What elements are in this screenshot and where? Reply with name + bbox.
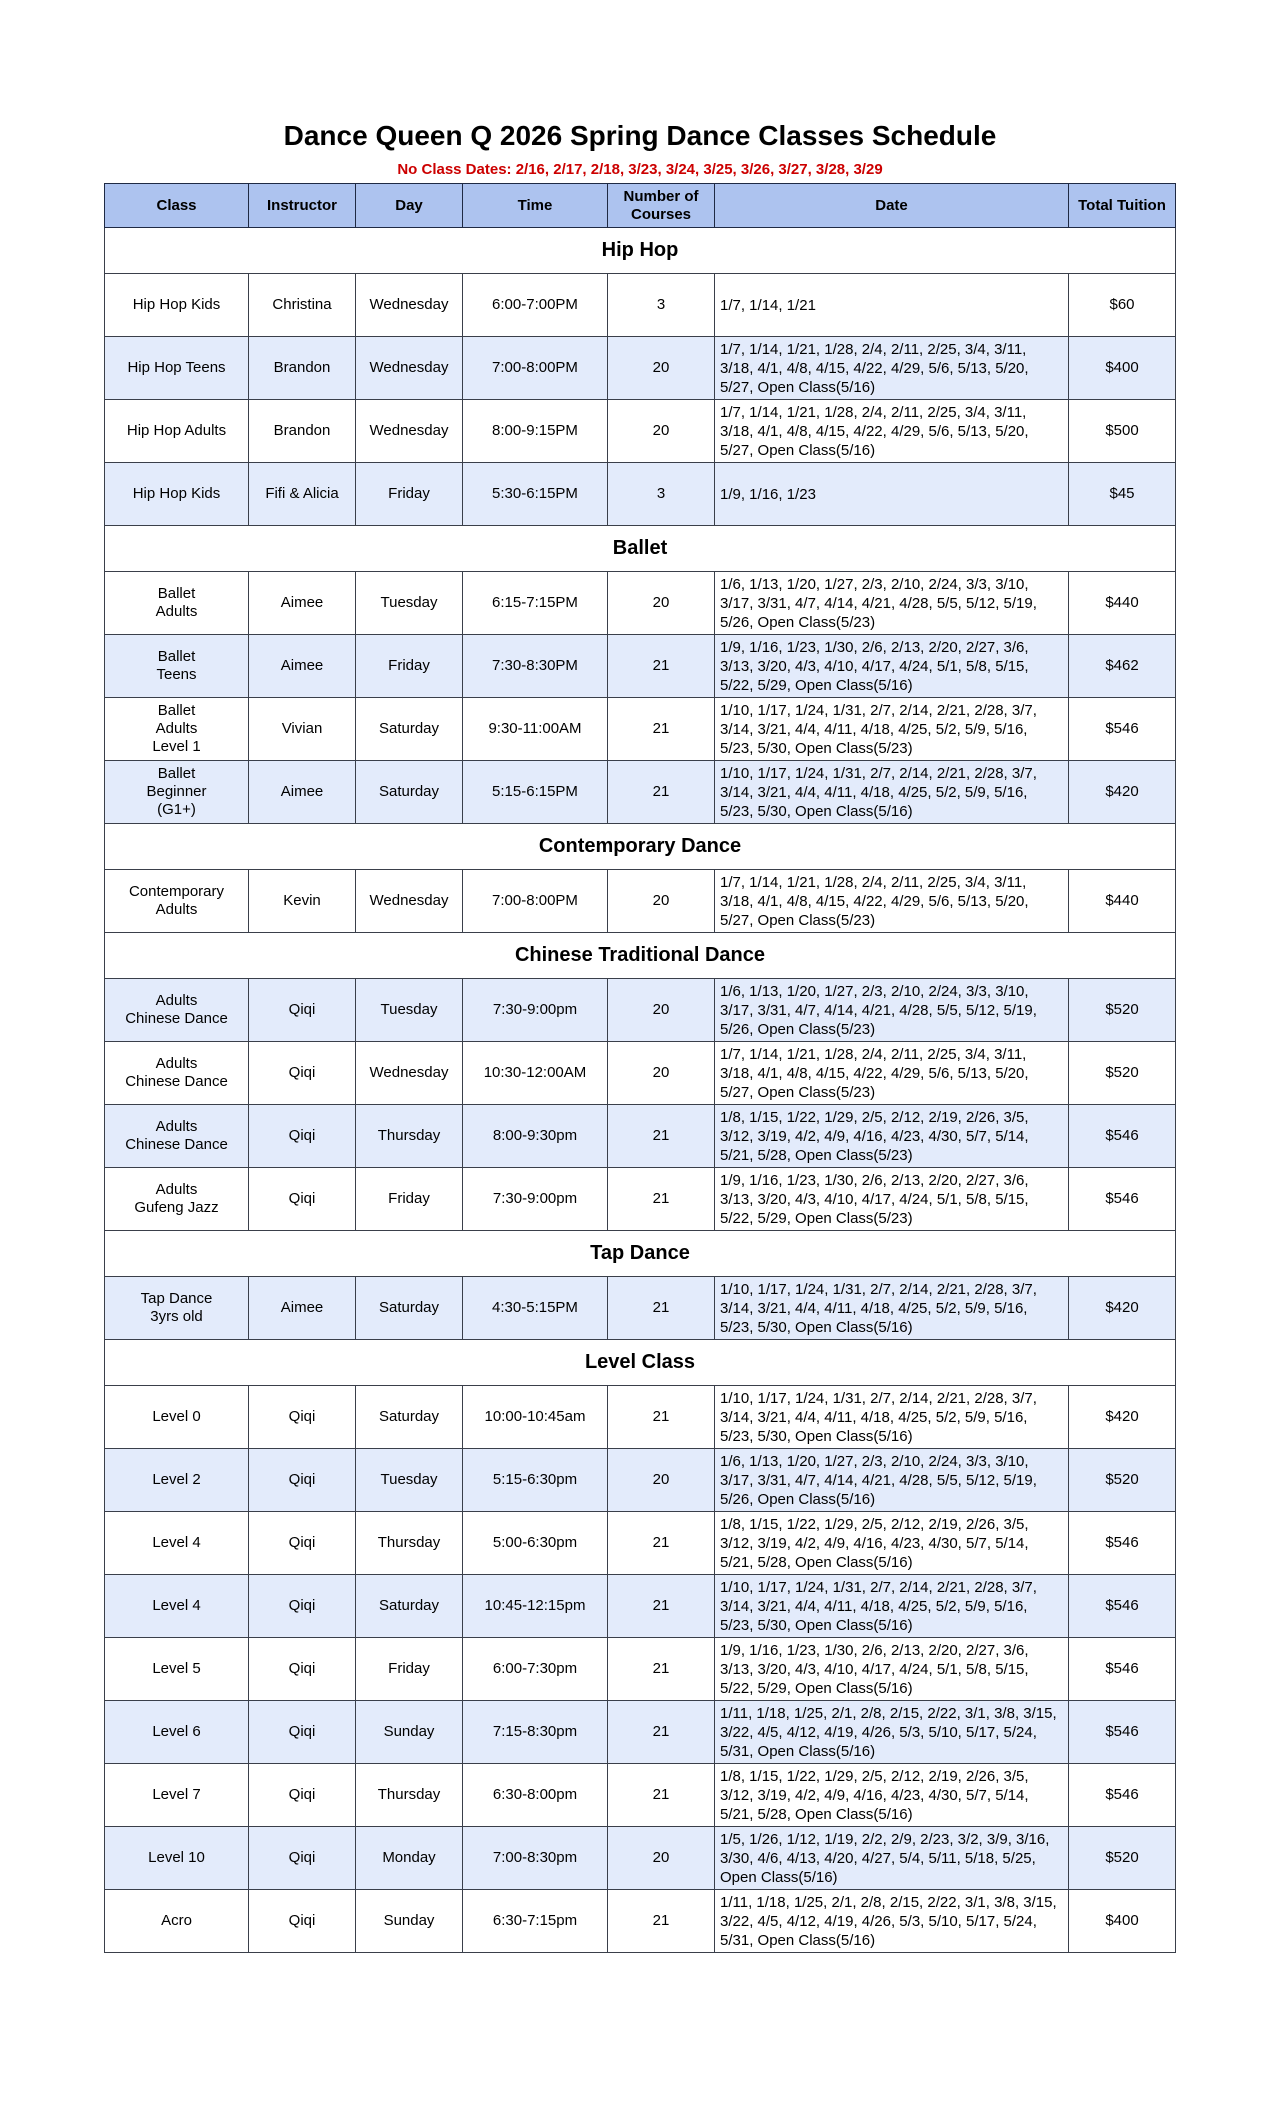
- time-cell: 8:00-9:15PM: [463, 400, 608, 463]
- date-cell: 1/8, 1/15, 1/22, 1/29, 2/5, 2/12, 2/19, 2/26, 3/5, 3/12, 3/19, 4/2, 4/9, 4/16, 4/23, 4/30, 5/7, 5/14, 5/21, 5/28, Open Class(5/23): [715, 1105, 1069, 1168]
- table-row: [105, 979, 1176, 1042]
- section-row: [105, 526, 1176, 572]
- total-tuition-cell: $500: [1069, 400, 1176, 463]
- total-tuition-cell: $546: [1069, 1638, 1176, 1701]
- class-cell: [105, 1701, 249, 1764]
- number-of-courses-cell: 21: [608, 698, 715, 761]
- day-cell: Sunday: [356, 1701, 463, 1764]
- number-of-courses-cell: 21: [608, 1764, 715, 1827]
- number-of-courses-cell: 3: [608, 463, 715, 526]
- date-cell: 1/7, 1/14, 1/21, 1/28, 2/4, 2/11, 2/25, 3/4, 3/11, 3/18, 4/1, 4/8, 4/15, 4/22, 4/29, 5/6, 5/13, 5/20, 5/27, Open Class(5/16): [715, 337, 1069, 400]
- class-name-line: Acro: [161, 1912, 192, 1929]
- total-tuition-cell: $420: [1069, 761, 1176, 824]
- number-of-courses-cell: 21: [608, 1105, 715, 1168]
- date-cell: 1/6, 1/13, 1/20, 1/27, 2/3, 2/10, 2/24, 3/3, 3/10, 3/17, 3/31, 4/7, 4/14, 4/21, 4/28, 5/5, 5/12, 5/19, 5/26, Open Class(5/16): [715, 1449, 1069, 1512]
- day-cell: Friday: [356, 1638, 463, 1701]
- instructor-cell: Aimee: [249, 761, 356, 824]
- table-row: [105, 1512, 1176, 1575]
- date-cell: 1/6, 1/13, 1/20, 1/27, 2/3, 2/10, 2/24, 3/3, 3/10, 3/17, 3/31, 4/7, 4/14, 4/21, 4/28, 5/5, 5/12, 5/19, 5/26, Open Class(5/23): [715, 979, 1069, 1042]
- total-tuition-cell: $546: [1069, 1168, 1176, 1231]
- date-cell: 1/8, 1/15, 1/22, 1/29, 2/5, 2/12, 2/19, 2/26, 3/5, 3/12, 3/19, 4/2, 4/9, 4/16, 4/23, 4/30, 5/7, 5/14, 5/21, 5/28, Open Class(5/16): [715, 1512, 1069, 1575]
- section-title: Tap Dance: [105, 1231, 1176, 1277]
- class-name-line: Hip Hop Teens: [127, 359, 226, 376]
- day-cell: Thursday: [356, 1764, 463, 1827]
- total-tuition-cell: $520: [1069, 1042, 1176, 1105]
- time-cell: 10:00-10:45am: [463, 1386, 608, 1449]
- class-cell: [105, 400, 249, 463]
- day-cell: Thursday: [356, 1105, 463, 1168]
- class-cell: [105, 1386, 249, 1449]
- section-row: [105, 228, 1176, 274]
- class-name-line: Beginner: [146, 783, 207, 800]
- class-name-line: Adults: [155, 992, 198, 1009]
- instructor-cell: Christina: [249, 274, 356, 337]
- class-name-line: Adults: [155, 720, 198, 737]
- class-cell: [105, 1638, 249, 1701]
- section-row: [105, 933, 1176, 979]
- class-name-line: Ballet: [157, 585, 196, 602]
- number-of-courses-cell: 20: [608, 1042, 715, 1105]
- number-of-courses-cell: 20: [608, 1449, 715, 1512]
- total-tuition-cell: $546: [1069, 1575, 1176, 1638]
- number-of-courses-cell: 21: [608, 1890, 715, 1953]
- table-row: [105, 1638, 1176, 1701]
- instructor-cell: Brandon: [249, 400, 356, 463]
- date-cell: 1/10, 1/17, 1/24, 1/31, 2/7, 2/14, 2/21, 2/28, 3/7, 3/14, 3/21, 4/4, 4/11, 4/18, 4/25, 5/2, 5/9, 5/16, 5/23, 5/30, Open Class(5/23): [715, 698, 1069, 761]
- time-cell: 5:00-6:30pm: [463, 1512, 608, 1575]
- time-cell: 5:15-6:15PM: [463, 761, 608, 824]
- instructor-cell: Qiqi: [249, 1386, 356, 1449]
- time-cell: 7:30-9:00pm: [463, 979, 608, 1042]
- day-cell: Monday: [356, 1827, 463, 1890]
- table-row: [105, 572, 1176, 635]
- class-cell: [105, 1277, 249, 1340]
- instructor-cell: Qiqi: [249, 1638, 356, 1701]
- class-cell: [105, 1105, 249, 1168]
- table-row: [105, 1575, 1176, 1638]
- class-name-line: Adults: [155, 603, 198, 620]
- date-cell: 1/11, 1/18, 1/25, 2/1, 2/8, 2/15, 2/22, 3/1, 3/8, 3/15, 3/22, 4/5, 4/12, 4/19, 4/26, 5/3, 5/10, 5/17, 5/24, 5/31, Open Class(5/16): [715, 1701, 1069, 1764]
- section-title: Level Class: [105, 1340, 1176, 1386]
- instructor-cell: Qiqi: [249, 1512, 356, 1575]
- total-tuition-cell: $462: [1069, 635, 1176, 698]
- class-name-line: Teens: [156, 666, 197, 683]
- total-tuition-cell: $520: [1069, 1827, 1176, 1890]
- instructor-cell: Fifi & Alicia: [249, 463, 356, 526]
- time-cell: 7:00-8:30pm: [463, 1827, 608, 1890]
- number-of-courses-cell: 20: [608, 870, 715, 933]
- date-cell: 1/7, 1/14, 1/21, 1/28, 2/4, 2/11, 2/25, 3/4, 3/11, 3/18, 4/1, 4/8, 4/15, 4/22, 4/29, 5/6, 5/13, 5/20, 5/27, Open Class(5/16): [715, 400, 1069, 463]
- class-name-line: Hip Hop Adults: [126, 422, 227, 439]
- total-tuition-cell: $45: [1069, 463, 1176, 526]
- class-name-line: Adults: [155, 901, 198, 918]
- table-row: [105, 337, 1176, 400]
- day-cell: Tuesday: [356, 979, 463, 1042]
- instructor-cell: Qiqi: [249, 1890, 356, 1953]
- day-cell: Tuesday: [356, 572, 463, 635]
- date-cell: 1/9, 1/16, 1/23: [715, 463, 1069, 526]
- class-cell: [105, 1512, 249, 1575]
- class-cell: [105, 1168, 249, 1231]
- class-cell: [105, 1449, 249, 1512]
- date-cell: 1/11, 1/18, 1/25, 2/1, 2/8, 2/15, 2/22, 3/1, 3/8, 3/15, 3/22, 4/5, 4/12, 4/19, 4/26, 5/3, 5/10, 5/17, 5/24, 5/31, Open Class(5/16): [715, 1890, 1069, 1953]
- instructor-cell: Qiqi: [249, 1575, 356, 1638]
- instructor-cell: Aimee: [249, 1277, 356, 1340]
- day-cell: Friday: [356, 1168, 463, 1231]
- total-tuition-cell: $546: [1069, 1512, 1176, 1575]
- number-of-courses-cell: 21: [608, 1701, 715, 1764]
- time-cell: 10:30-12:00AM: [463, 1042, 608, 1105]
- table-row: [105, 1764, 1176, 1827]
- instructor-cell: Qiqi: [249, 1105, 356, 1168]
- number-of-courses-cell: 20: [608, 1827, 715, 1890]
- class-name-line: Level 1: [152, 738, 201, 755]
- section-title: Chinese Traditional Dance: [105, 933, 1176, 979]
- section-row: [105, 1231, 1176, 1277]
- section-title: Ballet: [105, 526, 1176, 572]
- time-cell: 6:30-7:15pm: [463, 1890, 608, 1953]
- table-row: [105, 1277, 1176, 1340]
- total-tuition-cell: $420: [1069, 1386, 1176, 1449]
- document-title: Dance Queen Q 2026 Spring Dance Classes Schedule: [283, 120, 997, 151]
- time-cell: 10:45-12:15pm: [463, 1575, 608, 1638]
- number-of-courses-cell: 21: [608, 761, 715, 824]
- class-name-line: Level 7: [152, 1786, 201, 1803]
- class-name-line: Gufeng Jazz: [134, 1199, 219, 1216]
- date-cell: 1/10, 1/17, 1/24, 1/31, 2/7, 2/14, 2/21, 2/28, 3/7, 3/14, 3/21, 4/4, 4/11, 4/18, 4/25, 5/2, 5/9, 5/16, 5/23, 5/30, Open Class(5/16): [715, 1386, 1069, 1449]
- date-cell: 1/10, 1/17, 1/24, 1/31, 2/7, 2/14, 2/21, 2/28, 3/7, 3/14, 3/21, 4/4, 4/11, 4/18, 4/25, 5/2, 5/9, 5/16, 5/23, 5/30, Open Class(5/16): [715, 1277, 1069, 1340]
- instructor-cell: Qiqi: [249, 1449, 356, 1512]
- class-cell: [105, 1890, 249, 1953]
- section-row: [105, 824, 1176, 870]
- day-cell: Sunday: [356, 1890, 463, 1953]
- table-row: [105, 761, 1176, 824]
- time-cell: 5:30-6:15PM: [463, 463, 608, 526]
- time-cell: 7:00-8:00PM: [463, 337, 608, 400]
- class-cell: [105, 1042, 249, 1105]
- day-cell: Saturday: [356, 1386, 463, 1449]
- number-of-courses-cell: 21: [608, 1277, 715, 1340]
- column-header-total-tuition: Total Tuition: [1069, 184, 1176, 228]
- table-row: [105, 1386, 1176, 1449]
- class-name-line: Adults: [155, 1055, 198, 1072]
- total-tuition-cell: $400: [1069, 337, 1176, 400]
- instructor-cell: Qiqi: [249, 1827, 356, 1890]
- class-cell: [105, 1764, 249, 1827]
- table-row: [105, 1042, 1176, 1105]
- class-name-line: Adults: [155, 1181, 198, 1198]
- class-cell: [105, 463, 249, 526]
- instructor-cell: Qiqi: [249, 979, 356, 1042]
- day-cell: Wednesday: [356, 400, 463, 463]
- total-tuition-cell: $440: [1069, 870, 1176, 933]
- day-cell: Saturday: [356, 698, 463, 761]
- time-cell: 8:00-9:30pm: [463, 1105, 608, 1168]
- instructor-cell: Brandon: [249, 337, 356, 400]
- class-cell: [105, 337, 249, 400]
- day-cell: Friday: [356, 635, 463, 698]
- day-cell: Friday: [356, 463, 463, 526]
- day-cell: Wednesday: [356, 870, 463, 933]
- date-cell: 1/7, 1/14, 1/21: [715, 274, 1069, 337]
- total-tuition-cell: $520: [1069, 1449, 1176, 1512]
- time-cell: 7:15-8:30pm: [463, 1701, 608, 1764]
- time-cell: 7:30-8:30PM: [463, 635, 608, 698]
- day-cell: Tuesday: [356, 1449, 463, 1512]
- class-cell: [105, 698, 249, 761]
- table-row: [105, 1105, 1176, 1168]
- time-cell: 7:00-8:00PM: [463, 870, 608, 933]
- section-title: Hip Hop: [105, 228, 1176, 274]
- number-of-courses-cell: 21: [608, 1512, 715, 1575]
- total-tuition-cell: $440: [1069, 572, 1176, 635]
- day-cell: Wednesday: [356, 1042, 463, 1105]
- table-row: [105, 635, 1176, 698]
- class-name-line: Ballet: [157, 765, 196, 782]
- table-row: [105, 274, 1176, 337]
- section-row: [105, 1340, 1176, 1386]
- table-row: [105, 1449, 1176, 1512]
- time-cell: 5:15-6:30pm: [463, 1449, 608, 1512]
- instructor-cell: Qiqi: [249, 1042, 356, 1105]
- class-cell: [105, 274, 249, 337]
- class-name-line: Adults: [155, 1118, 198, 1135]
- table-row: [105, 870, 1176, 933]
- date-cell: 1/6, 1/13, 1/20, 1/27, 2/3, 2/10, 2/24, 3/3, 3/10, 3/17, 3/31, 4/7, 4/14, 4/21, 4/28, 5/5, 5/12, 5/19, 5/26, Open Class(5/23): [715, 572, 1069, 635]
- class-name-line: Ballet: [157, 648, 196, 665]
- instructor-cell: Aimee: [249, 572, 356, 635]
- number-of-courses-cell: 21: [608, 635, 715, 698]
- class-name-line: Tap Dance: [140, 1290, 213, 1307]
- column-header-number-of-courses: Number of Courses: [608, 184, 715, 228]
- day-cell: Saturday: [356, 1575, 463, 1638]
- total-tuition-cell: $546: [1069, 1764, 1176, 1827]
- total-tuition-cell: $420: [1069, 1277, 1176, 1340]
- column-header-day: Day: [356, 184, 463, 228]
- total-tuition-cell: $400: [1069, 1890, 1176, 1953]
- number-of-courses-cell: 21: [608, 1638, 715, 1701]
- class-cell: [105, 635, 249, 698]
- table-row: [105, 1168, 1176, 1231]
- time-cell: 6:00-7:00PM: [463, 274, 608, 337]
- column-header-class: Class: [105, 184, 249, 228]
- class-cell: [105, 1575, 249, 1638]
- instructor-cell: Aimee: [249, 635, 356, 698]
- class-name-line: Hip Hop Kids: [132, 296, 221, 313]
- table-row: [105, 1827, 1176, 1890]
- instructor-cell: Vivian: [249, 698, 356, 761]
- date-cell: 1/9, 1/16, 1/23, 1/30, 2/6, 2/13, 2/20, 2/27, 3/6, 3/13, 3/20, 4/3, 4/10, 4/17, 4/24, 5/1, 5/8, 5/15, 5/22, 5/29, Open Class(5/16): [715, 635, 1069, 698]
- date-cell: 1/8, 1/15, 1/22, 1/29, 2/5, 2/12, 2/19, 2/26, 3/5, 3/12, 3/19, 4/2, 4/9, 4/16, 4/23, 4/30, 5/7, 5/14, 5/21, 5/28, Open Class(5/16): [715, 1764, 1069, 1827]
- class-name-line: Level 2: [152, 1471, 201, 1488]
- number-of-courses-cell: 21: [608, 1575, 715, 1638]
- class-cell: [105, 761, 249, 824]
- class-name-line: Level 5: [152, 1660, 201, 1677]
- date-cell: 1/10, 1/17, 1/24, 1/31, 2/7, 2/14, 2/21, 2/28, 3/7, 3/14, 3/21, 4/4, 4/11, 4/18, 4/25, 5/2, 5/9, 5/16, 5/23, 5/30, Open Class(5/16): [715, 761, 1069, 824]
- instructor-cell: Qiqi: [249, 1764, 356, 1827]
- date-cell: 1/10, 1/17, 1/24, 1/31, 2/7, 2/14, 2/21, 2/28, 3/7, 3/14, 3/21, 4/4, 4/11, 4/18, 4/25, 5/2, 5/9, 5/16, 5/23, 5/30, Open Class(5/16): [715, 1575, 1069, 1638]
- total-tuition-cell: $60: [1069, 274, 1176, 337]
- number-of-courses-cell: 20: [608, 979, 715, 1042]
- class-cell: [105, 979, 249, 1042]
- time-cell: 4:30-5:15PM: [463, 1277, 608, 1340]
- time-cell: 6:30-8:00pm: [463, 1764, 608, 1827]
- time-cell: 9:30-11:00AM: [463, 698, 608, 761]
- instructor-cell: Qiqi: [249, 1168, 356, 1231]
- class-name-line: Contemporary: [128, 883, 225, 900]
- class-cell: [105, 1827, 249, 1890]
- instructor-cell: Kevin: [249, 870, 356, 933]
- number-of-courses-cell: 20: [608, 400, 715, 463]
- table-row: [105, 1701, 1176, 1764]
- class-name-line: Hip Hop Kids: [132, 485, 221, 502]
- date-cell: 1/9, 1/16, 1/23, 1/30, 2/6, 2/13, 2/20, 2/27, 3/6, 3/13, 3/20, 4/3, 4/10, 4/17, 4/24, 5/1, 5/8, 5/15, 5/22, 5/29, Open Class(5/23): [715, 1168, 1069, 1231]
- class-name-line: Level 6: [152, 1723, 201, 1740]
- date-cell: 1/5, 1/26, 1/12, 1/19, 2/2, 2/9, 2/23, 3/2, 3/9, 3/16, 3/30, 4/6, 4/13, 4/20, 4/27, 5/4, 5/11, 5/18, 5/25, Open Class(5/16): [715, 1827, 1069, 1890]
- class-name-line: Chinese Dance: [125, 1073, 228, 1090]
- table-row: [105, 400, 1176, 463]
- class-cell: [105, 870, 249, 933]
- total-tuition-cell: $546: [1069, 698, 1176, 761]
- instructor-cell: Qiqi: [249, 1701, 356, 1764]
- day-cell: Wednesday: [356, 337, 463, 400]
- class-name-line: Level 0: [152, 1408, 201, 1425]
- day-cell: Wednesday: [356, 274, 463, 337]
- day-cell: Thursday: [356, 1512, 463, 1575]
- number-of-courses-cell: 21: [608, 1168, 715, 1231]
- number-of-courses-cell: 21: [608, 1386, 715, 1449]
- section-title: Contemporary Dance: [105, 824, 1176, 870]
- total-tuition-cell: $546: [1069, 1105, 1176, 1168]
- time-cell: 6:15-7:15PM: [463, 572, 608, 635]
- schedule-body: [105, 228, 1176, 1953]
- time-cell: 6:00-7:30pm: [463, 1638, 608, 1701]
- table-row: [105, 1890, 1176, 1953]
- column-header-instructor: Instructor: [249, 184, 356, 228]
- total-tuition-cell: $546: [1069, 1701, 1176, 1764]
- class-name-line: Level 4: [152, 1534, 201, 1551]
- table-row: [105, 698, 1176, 761]
- column-header-time: Time: [463, 184, 608, 228]
- total-tuition-cell: $520: [1069, 979, 1176, 1042]
- time-cell: 7:30-9:00pm: [463, 1168, 608, 1231]
- number-of-courses-cell: 3: [608, 274, 715, 337]
- day-cell: Saturday: [356, 761, 463, 824]
- number-of-courses-cell: 20: [608, 337, 715, 400]
- class-name-line: Level 10: [148, 1849, 205, 1866]
- class-name-line: (G1+): [157, 801, 196, 818]
- table-header-row: [105, 184, 1176, 228]
- column-header-date: Date: [715, 184, 1069, 228]
- class-cell: [105, 572, 249, 635]
- table-row: [105, 463, 1176, 526]
- class-name-line: Chinese Dance: [125, 1010, 228, 1027]
- day-cell: Saturday: [356, 1277, 463, 1340]
- no-class-dates-notice: No Class Dates: 2/16, 2/17, 2/18, 3/23, 3/24, 3/25, 3/26, 3/27, 3/28, 3/29: [397, 161, 883, 178]
- date-cell: 1/7, 1/14, 1/21, 1/28, 2/4, 2/11, 2/25, 3/4, 3/11, 3/18, 4/1, 4/8, 4/15, 4/22, 4/29, 5/6, 5/13, 5/20, 5/27, Open Class(5/23): [715, 1042, 1069, 1105]
- number-of-courses-cell: 20: [608, 572, 715, 635]
- class-name-line: Chinese Dance: [125, 1136, 228, 1153]
- schedule-table: [104, 183, 1176, 1953]
- class-name-line: Ballet: [157, 702, 196, 719]
- class-name-line: 3yrs old: [150, 1308, 203, 1325]
- class-name-line: Level 4: [152, 1597, 201, 1614]
- date-cell: 1/9, 1/16, 1/23, 1/30, 2/6, 2/13, 2/20, 2/27, 3/6, 3/13, 3/20, 4/3, 4/10, 4/17, 4/24, 5/1, 5/8, 5/15, 5/22, 5/29, Open Class(5/16): [715, 1638, 1069, 1701]
- date-cell: 1/7, 1/14, 1/21, 1/28, 2/4, 2/11, 2/25, 3/4, 3/11, 3/18, 4/1, 4/8, 4/15, 4/22, 4/29, 5/6, 5/13, 5/20, 5/27, Open Class(5/23): [715, 870, 1069, 933]
